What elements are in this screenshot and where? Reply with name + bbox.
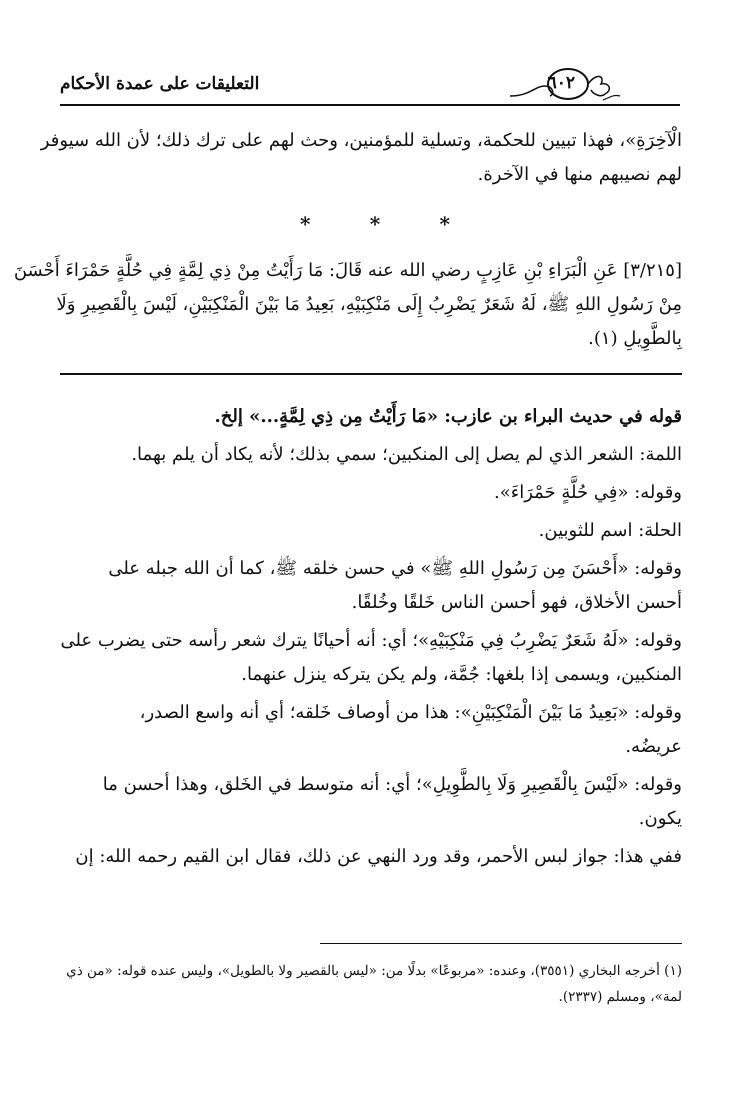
- section-rule: [60, 373, 682, 375]
- footnote: [66, 958, 682, 1010]
- page-header: [60, 64, 680, 108]
- star-icon: *: [369, 212, 381, 236]
- footnote-line: لمة»، ومسلم (٢٣٣٧).: [558, 989, 682, 1005]
- star-icon: *: [300, 212, 311, 236]
- commentary-line: عريضُه.: [625, 736, 682, 757]
- commentary-heading: قوله في حديث البراء بن عازب: «مَا رَأَيْتُ مِن ذِي لِمَّةٍ...» إلخ.: [214, 406, 682, 427]
- commentary: [60, 400, 682, 874]
- running-title: التعليقات على عمدة الأحكام: [60, 74, 260, 94]
- header-rule: [60, 104, 680, 106]
- hadith-line: بِالطَّوِيلِ (١).: [588, 328, 682, 349]
- commentary-line: اللمة: الشعر الذي لم يصل إلى المنكبين؛ سمي بذلك؛ لأنه يكاد أن يلم بهما.: [131, 444, 682, 465]
- hadith-line: [٣/٢١٥] عَنِ الْبَرَاءِ بْنِ عَازِبٍ رضي الله عنه قَالَ: مَا رَأَيْتُ مِنْ ذِي لِمَّةٍ فِي حُلَّةٍ حَمْرَاءَ أَحْسَنَ: [13, 260, 682, 281]
- page-number: ٦٠٢: [547, 73, 575, 93]
- commentary-line: وقوله: «بَعِيدُ مَا بَيْنَ الْمَنْكِبَيْنِ»: هذا من أوصاف خَلقه؛ أي أنه واسع الصدر،: [139, 702, 682, 723]
- section-separator: [300, 212, 450, 236]
- text-line: لهم نصيبهم منها في الآخرة.: [477, 164, 682, 185]
- commentary-line: الحلة: اسم للثوبين.: [538, 520, 682, 541]
- footnote-rule: [320, 943, 682, 944]
- hadith-text: [13, 254, 682, 356]
- commentary-line: وقوله: «لَهُ شَعَرٌ يَضْرِبُ فِي مَنْكِبَيْهِ»؛ أي: أنه أحيانًا يترك شعر رأسه حتى يضرب على: [60, 630, 682, 651]
- commentary-line: وقوله: «فِي حُلَّةٍ حَمْرَاءَ».: [494, 482, 682, 503]
- text-line: الْآخِرَةِ»، فهذا تبيين للحكمة، وتسلية للمؤمنين، وحث لهم على ترك ذلك؛ لأن الله سيوفر: [40, 130, 682, 151]
- commentary-line: ففي هذا: جواز لبس الأحمر، وقد ورد النهي عن ذلك، فقال ابن القيم رحمه الله: إن: [75, 846, 682, 867]
- star-icon: *: [439, 212, 450, 236]
- commentary-line: يكون.: [638, 808, 682, 829]
- commentary-line: وقوله: «لَيْسَ بِالْقَصِيرِ وَلَا بِالطَّوِيلِ»؛ أي: أنه متوسط في الخَلق، وهذا أحسن ما: [102, 774, 682, 795]
- commentary-line: المنكبين، ويسمى إذا بلغها: جُمَّة، ولم يكن يتركه ينزل عنهما.: [241, 664, 682, 685]
- preceding-text: [40, 124, 682, 192]
- hadith-line: مِنْ رَسُولِ اللهِ ﷺ، لَهُ شَعَرٌ يَضْرِبُ إِلَى مَنْكِبَيْهِ، بَعِيدُ مَا بَيْنَ الْمَنْكِبَيْنِ، لَيْسَ بِالْقَصِيرِ وَلَا: [56, 294, 682, 315]
- commentary-line: أحسن الأخلاق، فهو أحسن الناس خَلقًا وخُلقًا.: [351, 592, 682, 613]
- commentary-line: وقوله: «أَحْسَنَ مِن رَسُولِ اللهِ ﷺ» في حسن خلقه ﷺ، كما أن الله جبله على: [108, 558, 682, 579]
- footnote-line: (١) أخرجه البخاري (٣٥٥١)، وعنده: «مربوعًا» بدلًا من: «ليس بالقصير ولا بالطويل»، وليس عنده قوله: «من ذي: [66, 963, 682, 979]
